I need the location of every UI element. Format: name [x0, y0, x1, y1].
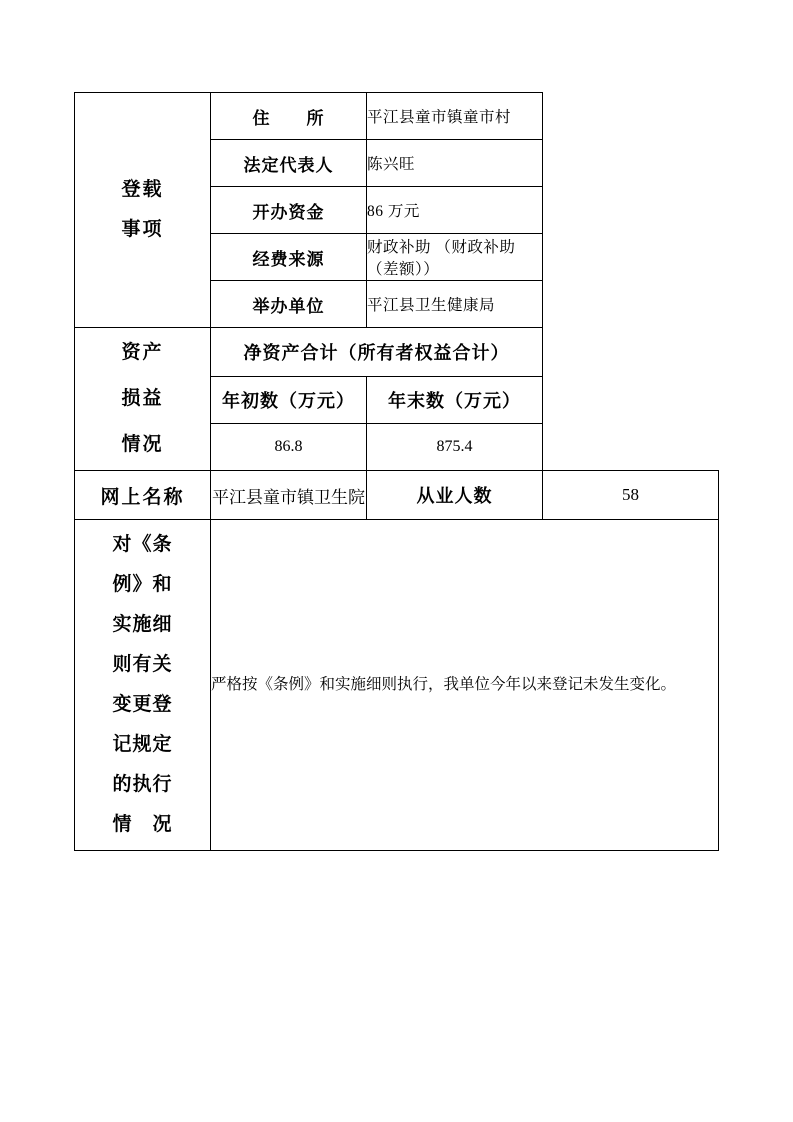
- value-year-start: 86.8: [211, 424, 367, 471]
- field-value-legal-representative: 陈兴旺: [367, 140, 543, 187]
- section-header-line: 则有关: [112, 654, 173, 675]
- table-row: [75, 93, 719, 140]
- section-header-assets: [75, 328, 211, 471]
- annual-report-table: [74, 92, 719, 851]
- section-header-line: 的执行: [112, 774, 173, 795]
- field-value-startup-capital: 86 万元: [367, 187, 543, 234]
- field-value-sponsor-unit: 平江县卫生健康局: [367, 281, 543, 328]
- field-label-legal-representative: 法定代表人: [211, 140, 367, 187]
- section-header-regulations: [75, 520, 211, 851]
- field-value-address: 平江县童市镇童市村: [367, 93, 543, 140]
- field-label-sponsor-unit: 举办单位: [211, 281, 367, 328]
- field-value-funding-source: 财政补助 （财政补助（差额））: [367, 234, 543, 281]
- section-header-line: 情 况: [112, 814, 173, 835]
- section-header-line: 例》和: [112, 574, 173, 595]
- value-year-end: 875.4: [367, 424, 543, 471]
- section-header-line: 变更登: [112, 694, 173, 715]
- section-header-line: 损益: [121, 388, 164, 409]
- table-row: [75, 471, 719, 520]
- table-row: [75, 328, 719, 377]
- field-value-staff-count: 58: [543, 471, 719, 520]
- field-label-startup-capital: 开办资金: [211, 187, 367, 234]
- field-label-address: 住 所: [211, 93, 367, 140]
- net-assets-title: 净资产合计（所有者权益合计）: [211, 328, 543, 377]
- section-header-line: 事项: [121, 219, 164, 240]
- field-label-funding-source: 经费来源: [211, 234, 367, 281]
- table-row: [75, 520, 719, 851]
- section-header-line: 记规定: [112, 734, 173, 755]
- field-label-online-name: 网上名称: [75, 471, 211, 520]
- field-label-staff-count: 从业人数: [367, 471, 543, 520]
- section-header-line: 资产: [121, 342, 164, 363]
- field-value-online-name: 平江县童市镇卫生院: [211, 471, 367, 520]
- section-header-registration: [75, 93, 211, 328]
- column-header-year-start: 年初数（万元）: [211, 377, 367, 424]
- section-header-line: 登载: [121, 179, 164, 200]
- regulations-body-text: 严格按《条例》和实施细则执行，我单位今年以来登记未发生变化。: [211, 520, 719, 851]
- section-header-line: 情况: [121, 434, 164, 455]
- section-header-line: 实施细: [112, 614, 173, 635]
- column-header-year-end: 年末数（万元）: [367, 377, 543, 424]
- section-header-line: 对《条: [112, 534, 173, 555]
